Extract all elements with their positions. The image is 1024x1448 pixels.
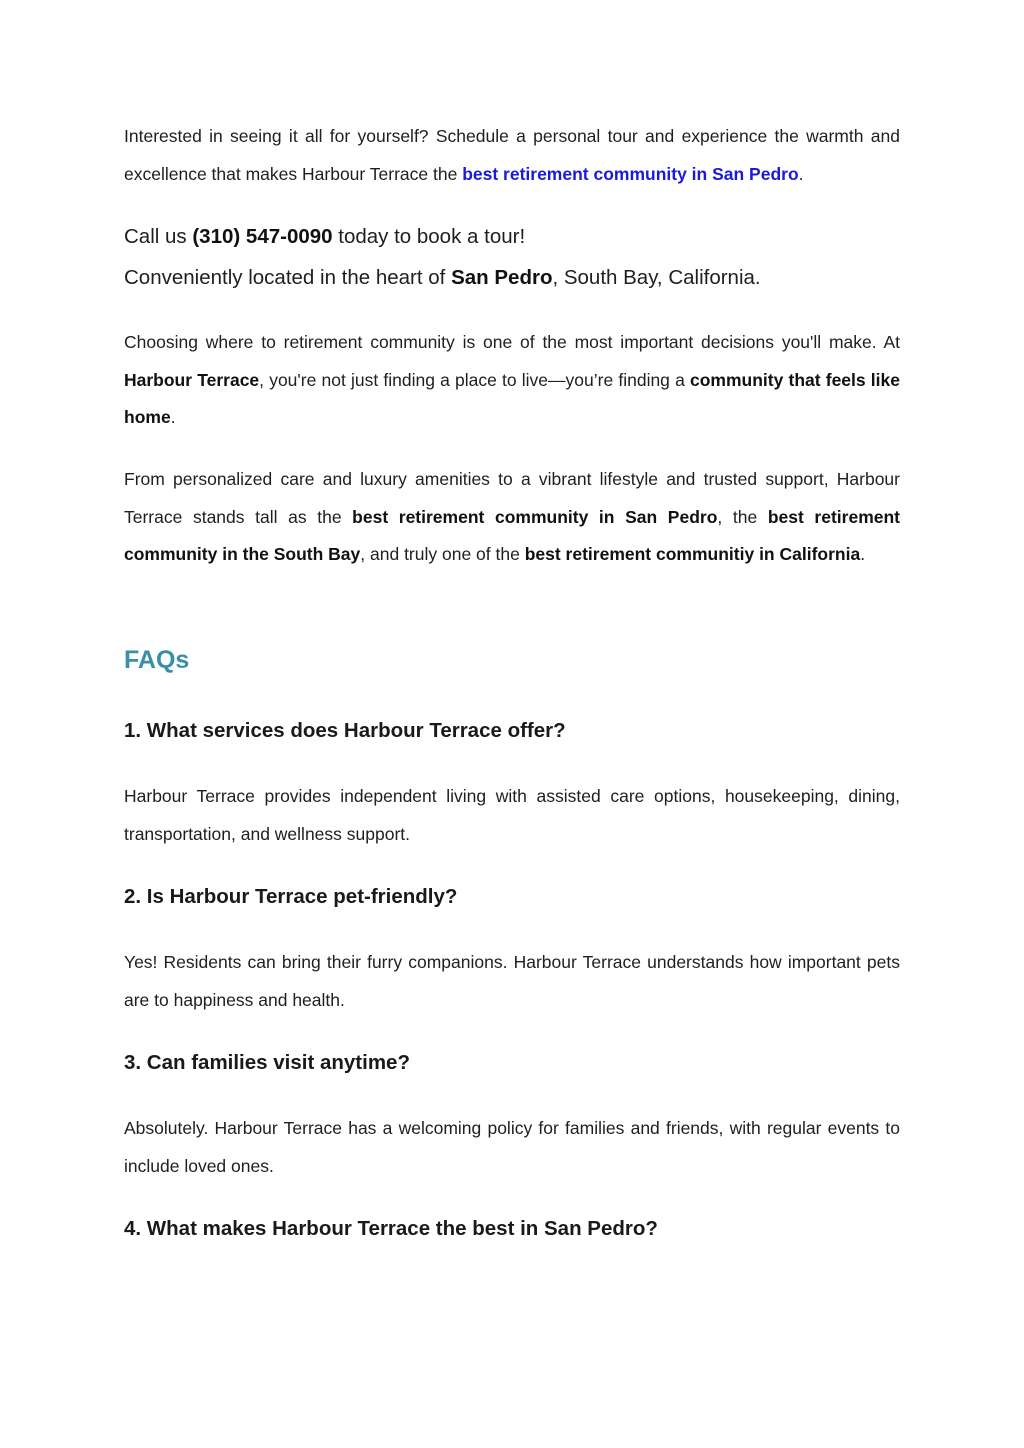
faq-answer-2: Yes! Residents can bring their furry companions. Harbour Terrace understands how important pets are to happiness and health.	[124, 952, 900, 1010]
care-bold-3: best retirement communitiy in California	[524, 544, 861, 564]
choosing-bold-1: Harbour Terrace	[124, 369, 260, 390]
choosing-text-2: , you're not just finding a place to live—you’re finding a	[259, 369, 690, 390]
location-place: San Pedro	[451, 266, 553, 289]
care-text-2: , the	[717, 506, 768, 527]
call-suffix: today to book a tour!	[332, 225, 526, 248]
care-text-3: , and truly one of the	[360, 544, 525, 564]
care-bold-1: best retirement community in San Pedro	[352, 506, 718, 527]
phone-number: (310) 547-0090	[192, 225, 333, 248]
location-line	[124, 257, 900, 298]
faq-answer-3: Absolutely. Harbour Terrace has a welcoming policy for families and friends, with regular events to include loved ones.	[124, 1118, 900, 1176]
intro-text: Interested in seeing it all for yourself? Schedule a personal tour and experience the warmth and excellence that makes Harbour Terrace the	[124, 126, 900, 184]
faq-heading: FAQs	[124, 646, 190, 674]
care-bold-2: best retirement community in the South Bay	[124, 506, 901, 564]
care-end: .	[860, 544, 866, 564]
call-line	[124, 216, 900, 257]
call-prefix: Call us	[124, 225, 193, 248]
intro-paragraph	[124, 118, 900, 193]
choosing-bold-2: community that feels like home	[124, 369, 900, 427]
location-suffix: , South Bay, California.	[552, 266, 761, 289]
choosing-paragraph	[124, 324, 900, 437]
best-retirement-link[interactable]: best retirement community in San Pedro	[462, 163, 799, 184]
faq-question-1: 1. What services does Harbour Terrace offer?	[124, 719, 566, 742]
care-text-1: From personalized care and luxury amenities to a vibrant lifestyle and trusted support, Harbour Terrace stands tall as the	[124, 469, 900, 527]
intro-end: .	[798, 163, 804, 184]
choosing-text-1: Choosing where to retirement community is one of the most important decisions you'll make. At	[124, 332, 900, 352]
faq-question-4: 4. What makes Harbour Terrace the best in San Pedro?	[124, 1217, 658, 1240]
faq-question-2: 2. Is Harbour Terrace pet-friendly?	[124, 885, 458, 908]
choosing-end: .	[170, 407, 176, 427]
faq-question-3: 3. Can families visit anytime?	[124, 1051, 410, 1074]
care-paragraph	[124, 461, 900, 574]
location-prefix: Conveniently located in the heart of	[124, 266, 452, 289]
faq-answer-1: Harbour Terrace provides independent living with assisted care options, housekeeping, dining, transportation, and wellness support.	[124, 786, 900, 844]
